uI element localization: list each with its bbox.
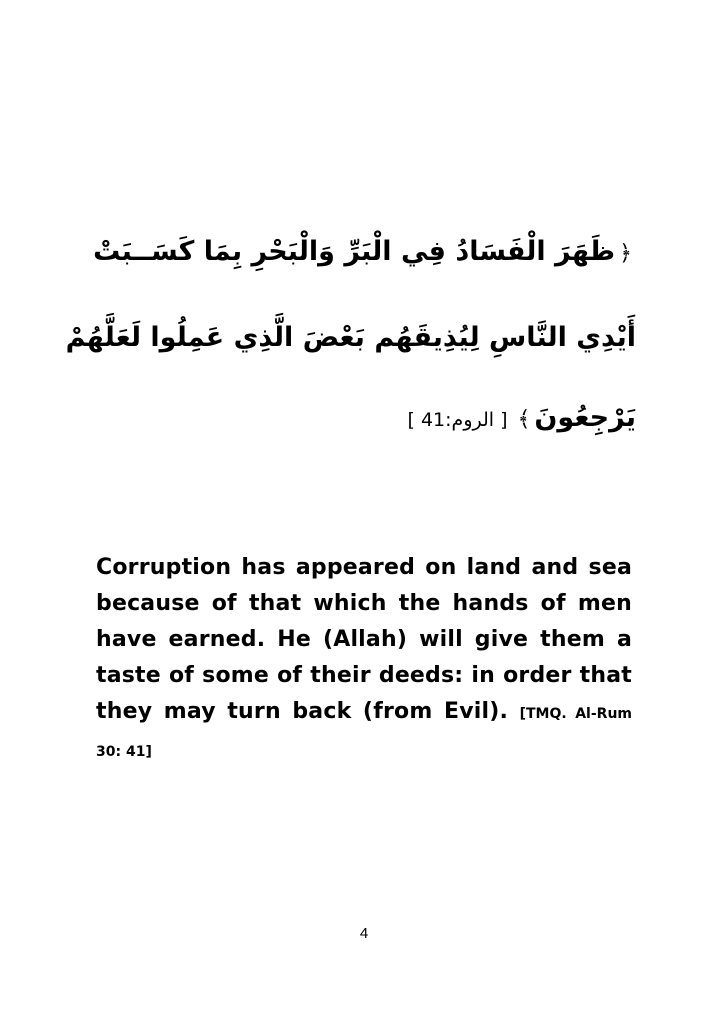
page-number: 4 [359, 925, 369, 942]
verse-line-3 [402, 398, 636, 440]
verse-open-ornament: ﴿ [619, 241, 632, 266]
verse-line-3-text: يَرْجِعُونَ [534, 402, 636, 433]
verse-line-2-text: أَيْدِي النَّاسِ لِيُذِيقَهُم بَعْضَ الَّذِي عَمِلُوا لَعَلَّهُمْ [65, 322, 636, 353]
verse-line-2 [66, 318, 636, 358]
verse-line-1 [93, 232, 636, 274]
verse-line-1-text: ظَهَرَ الْفَسَادُ فِي الْبَرِّ وَالْبَحْرِ بِمَا كَسَــبَتْ [93, 236, 616, 267]
translation-citation: [TMQ. Al-Rum 30: 41] [96, 706, 632, 760]
translation-text: Corruption has appeared on land and sea because of that which the hands of men have earned. He (Allah) will give them a taste of some of their deeds: in order that they may turn back (from Evil). [96, 555, 632, 724]
english-translation [96, 550, 632, 770]
verse-close-ornament: ﴾ [517, 407, 531, 432]
verse-citation: [ الروم:41 ] [407, 409, 508, 431]
